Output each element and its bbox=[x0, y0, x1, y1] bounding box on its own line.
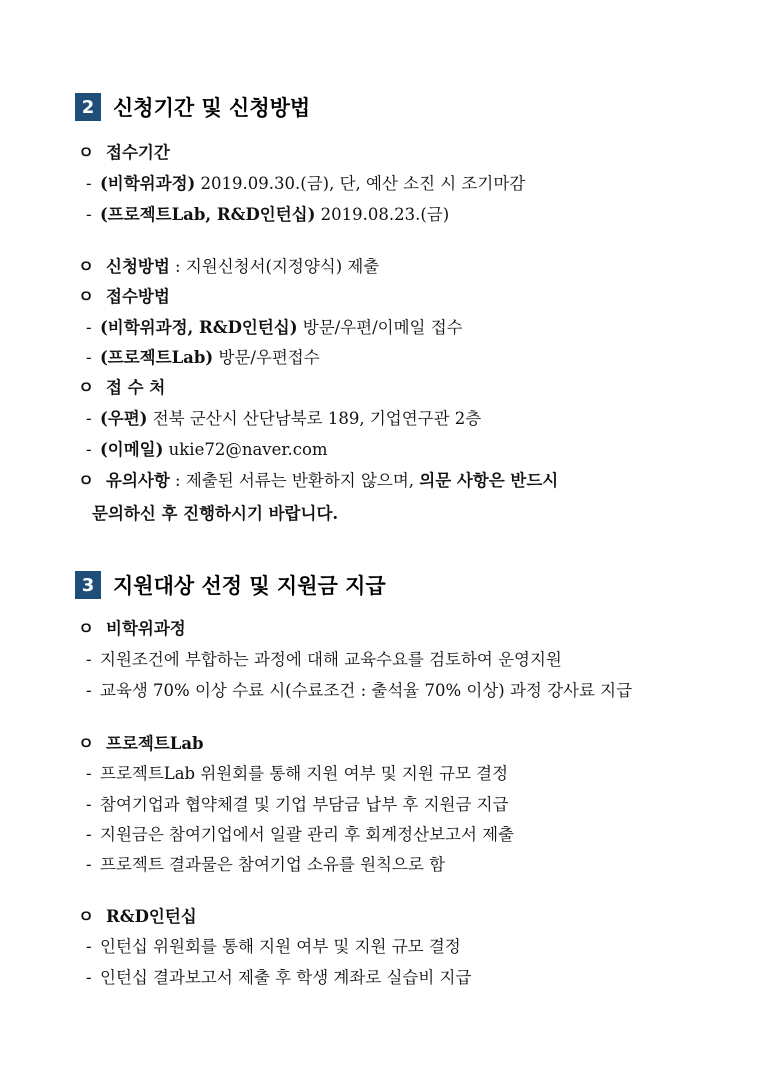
notice-line: ㅇ 유의사항 : 제출된 서류는 반환하지 않으며, 의문 사항은 반드시 bbox=[78, 471, 559, 490]
receive-method-heading: ㅇ 접수방법 bbox=[78, 287, 170, 306]
project-lab-heading: ㅇ 프로젝트Lab bbox=[78, 734, 204, 753]
period-nondegree-line: - (비학위과정) 2019.09.30.(금), 단, 예산 소진 시 조기마감 bbox=[86, 174, 526, 193]
list-item: - 지원조건에 부합하는 과정에 대해 교육수요를 검토하여 운영지원 bbox=[86, 650, 562, 669]
section-number-badge: 2 bbox=[75, 93, 101, 121]
apply-method-line: ㅇ 신청방법 : 지원신청서(지정양식) 제출 bbox=[78, 257, 380, 276]
method-project-line: - (프로젝트Lab) 방문/우편접수 bbox=[86, 348, 320, 367]
list-item: - 인턴십 위원회를 통해 지원 여부 및 지원 규모 결정 bbox=[86, 937, 461, 956]
email-line: - (이메일) ukie72@naver.com bbox=[86, 440, 328, 459]
section-title: 신청기간 및 신청방법 bbox=[113, 96, 311, 120]
list-item: - 인턴십 결과보고서 제출 후 학생 계좌로 실습비 지급 bbox=[86, 968, 472, 987]
period-project-line: - (프로젝트Lab, R&D인턴십) 2019.08.23.(금) bbox=[86, 205, 450, 224]
post-address-line: - (우편) 전북 군산시 산단남북로 189, 기업연구관 2층 bbox=[86, 409, 482, 428]
list-item: - 프로젝트Lab 위원회를 통해 지원 여부 및 지원 규모 결정 bbox=[86, 764, 509, 783]
list-item: - 프로젝트 결과물은 참여기업 소유를 원칙으로 함 bbox=[86, 855, 446, 874]
list-item: - 지원금은 참여기업에서 일괄 관리 후 회계정산보고서 제출 bbox=[86, 825, 515, 844]
method-nondegree-line: - (비학위과정, R&D인턴십) 방문/우편/이메일 접수 bbox=[86, 318, 463, 337]
section-3-heading bbox=[75, 570, 386, 600]
section-title: 지원대상 선정 및 지원금 지급 bbox=[113, 574, 386, 598]
receive-place-heading: ㅇ 접 수 처 bbox=[78, 378, 166, 397]
list-item: - 참여기업과 협약체결 및 기업 부담금 납부 후 지원금 지급 bbox=[86, 795, 509, 814]
notice-line-2: 문의하신 후 진행하시기 바랍니다. bbox=[92, 504, 339, 523]
rnd-internship-heading: ㅇ R&D인턴십 bbox=[78, 907, 197, 926]
receive-period-heading: ㅇ 접수기간 bbox=[78, 143, 170, 162]
section-2-heading bbox=[75, 92, 310, 122]
section-number-badge: 3 bbox=[75, 571, 101, 599]
list-item: - 교육생 70% 이상 수료 시(수료조건 : 출석율 70% 이상) 과정 강사료 지급 bbox=[86, 681, 633, 700]
nondegree-heading: ㅇ 비학위과정 bbox=[78, 619, 186, 638]
